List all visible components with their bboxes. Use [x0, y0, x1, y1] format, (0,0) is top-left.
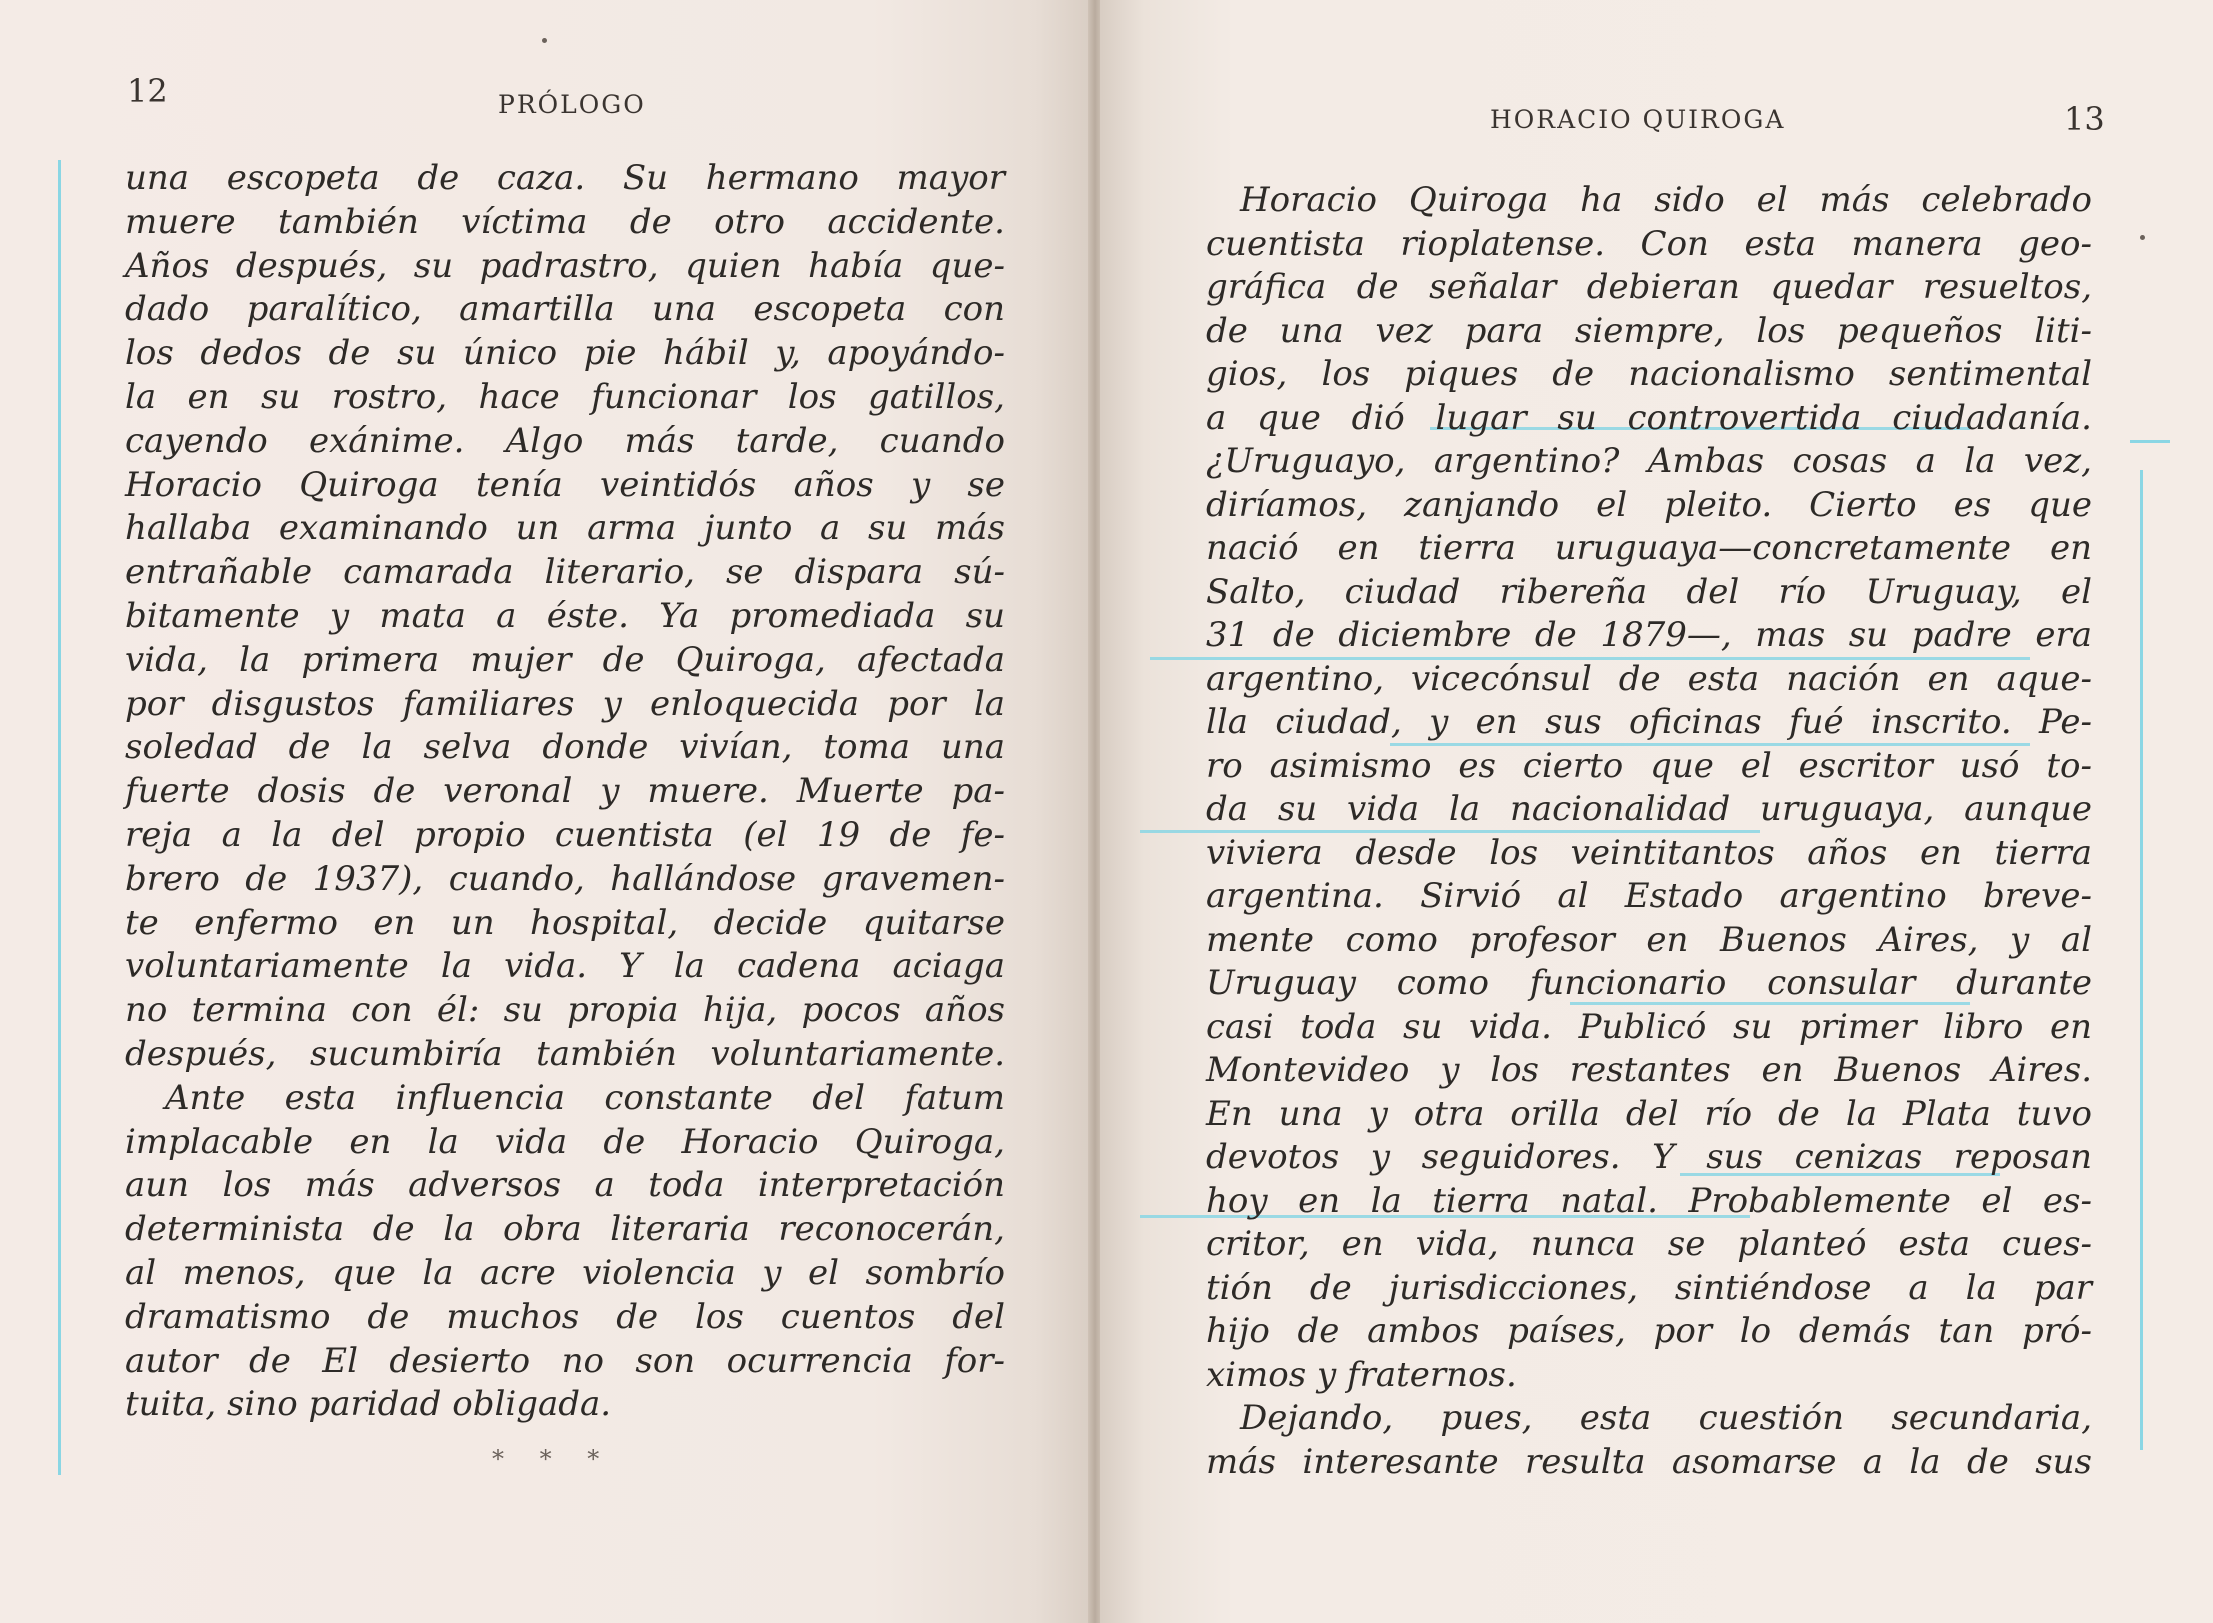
running-head-left: PRÓLOGO [498, 90, 646, 119]
text-line: hallaba examinando un arma junto a su más [125, 508, 1005, 549]
text-line: brero de 1937), cuando, hallándose gravemen- [125, 858, 1005, 899]
text-line: hijo de ambos países, por lo demás tan pró- [1206, 1311, 2092, 1351]
text-line: gios, los piques de nacionalismo sentimental [1206, 354, 2092, 394]
text-line: Horacio Quiroga ha sido el más celebrado [1240, 180, 2092, 220]
right-page [1100, 0, 2213, 1623]
text-line: soledad de la selva donde vivían, toma una [125, 727, 1005, 768]
left-page [0, 0, 1090, 1623]
text-line: hoy en la tierra natal. Probablemente el es- [1206, 1180, 2092, 1221]
text-line: argentina. Sirvió al Estado argentino breve- [1206, 876, 2092, 916]
text-line: viviera desde los veintitantos años en tierra [1206, 832, 2092, 873]
text-line: implacable en la vida de Horacio Quiroga, [125, 1121, 1005, 1162]
text-line: una escopeta de caza. Su hermano mayor [125, 158, 1005, 198]
margin-highlight-left [58, 160, 61, 1475]
text-line: ro asimismo es cierto que el escritor usó to- [1206, 745, 2092, 786]
text-line: gráfica de señalar debieran quedar resueltos, [1206, 267, 2092, 307]
text-line: diríamos, zanjando el pleito. Cierto es que [1206, 484, 2092, 525]
text-line: más interesante resulta asomarse a la de sus [1206, 1441, 2092, 1482]
text-line: voluntariamente la vida. Y la cadena aciaga [125, 946, 1005, 987]
text-line: dramatismo de muchos de los cuentos del [125, 1296, 1005, 1337]
text-line: los dedos de su único pie hábil y, apoyándo- [125, 333, 1005, 374]
text-line: aun los más adversos a toda interpretación [125, 1165, 1005, 1206]
text-line: bitamente y mata a éste. Ya promediada su [125, 596, 1005, 636]
margin-highlight-right [2140, 470, 2143, 1450]
text-line: después, sucumbiría también voluntariamente. [125, 1034, 1005, 1074]
text-line: dado paralítico, amartilla una escopeta con [125, 289, 1005, 330]
text-line: de una vez para siempre, los pequeños liti- [1206, 310, 2092, 351]
text-line: da su vida la nacionalidad uruguaya, aunque [1206, 789, 2092, 829]
text-line: critor, en vida, nunca se planteó esta cues- [1206, 1224, 2092, 1264]
running-head-right: HORACIO QUIROGA [1490, 105, 1786, 134]
page-number-right: 13 [2064, 100, 2105, 138]
text-line: vida, la primera mujer de Quiroga, afectada [125, 639, 1005, 680]
text-line: autor de El desierto no son ocurrencia for- [125, 1340, 1005, 1381]
text-line: fuerte dosis de veronal y muere. Muerte pa- [125, 771, 1005, 812]
text-line: no termina con él: su propia hija, pocos años [125, 990, 1005, 1031]
text-line: a que dió lugar su controvertida ciudadanía. [1206, 397, 2092, 438]
text-line: argentino, vicecónsul de esta nación en aque- [1206, 658, 2092, 699]
section-break: * * * [492, 1445, 614, 1473]
text-line: devotos y seguidores. Y sus cenizas reposan [1206, 1137, 2092, 1177]
text-line: En una y otra orilla del río de la Plata tuvo [1206, 1093, 2092, 1134]
text-line: Montevideo y los restantes en Buenos Aires. [1206, 1050, 2092, 1090]
text-line: Uruguay como funcionario consular durante [1206, 963, 2092, 1003]
text-line: te enfermo en un hospital, decide quitarse [125, 902, 1005, 943]
text-line: Dejando, pues, esta cuestión secundaria, [1240, 1398, 2092, 1438]
text-line: Horacio Quiroga tenía veintidós años y se [125, 464, 1005, 505]
text-line: lla ciudad, y en sus oficinas fué inscrito. Pe- [1206, 702, 2092, 742]
margin-highlight-tick [2130, 440, 2170, 443]
text-line: Ante esta influencia constante del fatum [165, 1077, 1005, 1118]
text-line: ximos y fraternos. [1206, 1354, 1517, 1395]
ink-speck [2140, 235, 2145, 240]
text-line: Años después, su padrastro, quien había que- [125, 245, 1005, 286]
page-number-left: 12 [127, 72, 168, 110]
text-line: ¿Uruguayo, argentino? Ambas cosas a la vez, [1206, 441, 2092, 481]
text-line: la en su rostro, hace funcionar los gatillos, [125, 377, 1005, 417]
text-line: tión de jurisdicciones, sintiéndose a la par [1206, 1267, 2092, 1308]
text-line: tuita, sino paridad obligada. [125, 1384, 612, 1425]
text-line: Salto, ciudad ribereña del río Uruguay, el [1206, 571, 2092, 612]
text-line: al menos, que la acre violencia y el sombrío [125, 1253, 1005, 1293]
text-line: entrañable camarada literario, se dispara sú- [125, 552, 1005, 593]
text-line: mente como profesor en Buenos Aires, y al [1206, 919, 2092, 960]
text-line: por disgustos familiares y enloquecida por la [125, 683, 1005, 724]
text-line: determinista de la obra literaria reconocerán, [125, 1209, 1005, 1250]
text-line: muere también víctima de otro accidente. [125, 201, 1005, 242]
text-line: cayendo exánime. Algo más tarde, cuando [125, 420, 1005, 461]
text-line: cuentista rioplatense. Con esta manera geo- [1206, 223, 2092, 264]
ink-speck [542, 38, 547, 43]
text-line: 31 de diciembre de 1879—, mas su padre era [1206, 615, 2092, 655]
text-line: nació en tierra uruguaya—concretamente en [1206, 528, 2092, 568]
text-line: reja a la del propio cuentista (el 19 de fe- [125, 815, 1005, 855]
text-line: casi toda su vida. Publicó su primer libro en [1206, 1006, 2092, 1047]
